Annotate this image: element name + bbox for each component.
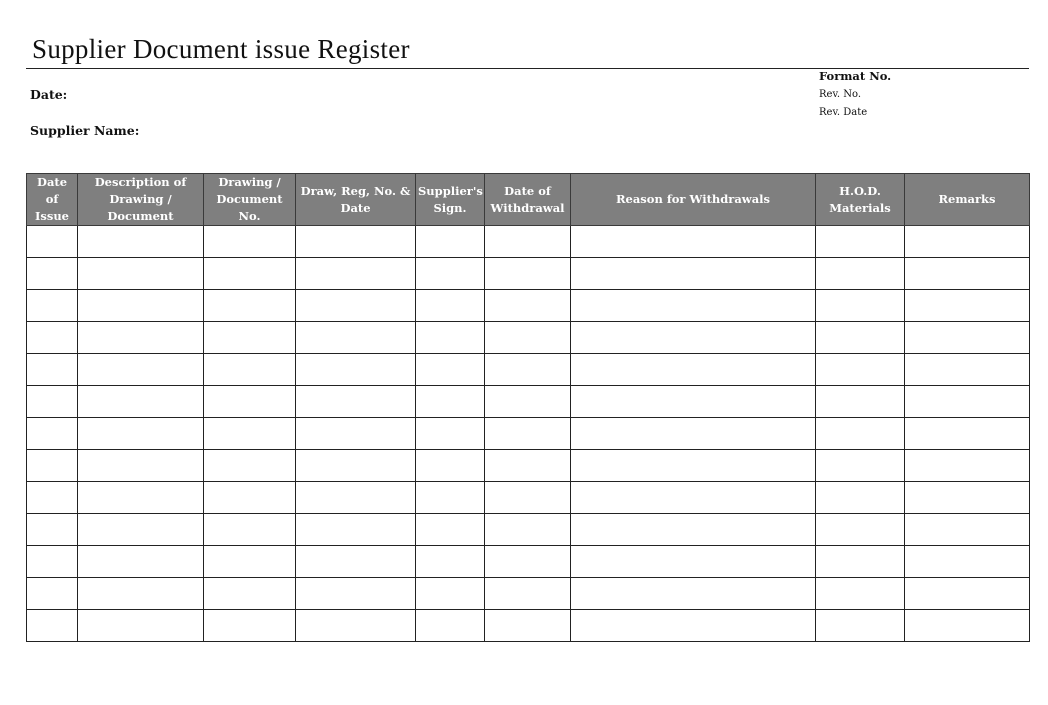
table-row (27, 354, 1030, 386)
header-date-of-issue: Date of Issue (27, 174, 78, 226)
table-cell[interactable] (485, 322, 571, 354)
table-cell[interactable] (416, 482, 485, 514)
table-cell[interactable] (905, 290, 1030, 322)
table-cell[interactable] (296, 258, 416, 290)
table-cell[interactable] (78, 482, 204, 514)
rev-no-label: Rev. No. (819, 89, 862, 100)
table-cell[interactable] (485, 514, 571, 546)
header-supplier-sign: Supplier's Sign. (416, 174, 485, 226)
table-row (27, 450, 1030, 482)
table-cell[interactable] (27, 578, 78, 610)
table-cell[interactable] (296, 578, 416, 610)
table-cell[interactable] (416, 290, 485, 322)
table-cell[interactable] (905, 354, 1030, 386)
table-cell[interactable] (905, 226, 1030, 258)
table-cell[interactable] (416, 226, 485, 258)
table-cell[interactable] (416, 514, 485, 546)
table-row (27, 578, 1030, 610)
table-cell[interactable] (204, 546, 296, 578)
table-cell[interactable] (816, 610, 905, 642)
table-cell[interactable] (905, 482, 1030, 514)
table-cell[interactable] (78, 290, 204, 322)
document-title: Supplier Document issue Register (32, 34, 410, 64)
table-cell[interactable] (485, 226, 571, 258)
table-cell[interactable] (816, 418, 905, 450)
table-cell[interactable] (204, 322, 296, 354)
table-cell[interactable] (571, 450, 816, 482)
table-cell[interactable] (816, 226, 905, 258)
table-cell[interactable] (571, 578, 816, 610)
header-date-of-withdrawal: Date of Withdrawal (485, 174, 571, 226)
table-cell[interactable] (816, 514, 905, 546)
table-cell[interactable] (416, 354, 485, 386)
table-cell[interactable] (27, 450, 78, 482)
table-cell[interactable] (296, 482, 416, 514)
table-cell[interactable] (416, 450, 485, 482)
table-cell[interactable] (816, 578, 905, 610)
table-cell[interactable] (485, 482, 571, 514)
header-drawing-document-no: Drawing / Document No. (204, 174, 296, 226)
table-cell[interactable] (204, 290, 296, 322)
table-cell[interactable] (571, 322, 816, 354)
table-cell[interactable] (816, 322, 905, 354)
table-cell[interactable] (296, 322, 416, 354)
table-cell[interactable] (905, 322, 1030, 354)
table-cell[interactable] (27, 322, 78, 354)
table-cell[interactable] (78, 258, 204, 290)
table-cell[interactable] (485, 258, 571, 290)
table-cell[interactable] (204, 418, 296, 450)
table-cell[interactable] (571, 418, 816, 450)
table-row (27, 386, 1030, 418)
table-cell[interactable] (27, 354, 78, 386)
table-cell[interactable] (571, 514, 816, 546)
table-cell[interactable] (571, 226, 816, 258)
table-cell[interactable] (416, 578, 485, 610)
table-cell[interactable] (204, 386, 296, 418)
table-cell[interactable] (27, 258, 78, 290)
table-cell[interactable] (204, 610, 296, 642)
table-cell[interactable] (571, 482, 816, 514)
table-cell[interactable] (485, 546, 571, 578)
table-cell[interactable] (816, 450, 905, 482)
table-cell[interactable] (78, 610, 204, 642)
table-cell[interactable] (204, 450, 296, 482)
table-cell[interactable] (204, 578, 296, 610)
table-row (27, 290, 1030, 322)
table-cell[interactable] (485, 450, 571, 482)
table-cell[interactable] (296, 610, 416, 642)
table-header-row (27, 174, 1030, 226)
table-cell[interactable] (905, 450, 1030, 482)
header-description: Description of Drawing / Document (78, 174, 204, 226)
table-row (27, 546, 1030, 578)
table-cell[interactable] (296, 514, 416, 546)
table-cell[interactable] (204, 514, 296, 546)
table-cell[interactable] (416, 610, 485, 642)
table-cell[interactable] (416, 418, 485, 450)
table-cell[interactable] (204, 258, 296, 290)
table-cell[interactable] (296, 546, 416, 578)
table-cell[interactable] (296, 418, 416, 450)
table-cell[interactable] (571, 258, 816, 290)
register-table (26, 173, 1030, 642)
table-cell[interactable] (27, 386, 78, 418)
table-cell[interactable] (27, 610, 78, 642)
table-cell[interactable] (78, 418, 204, 450)
table-row (27, 418, 1030, 450)
table-cell[interactable] (204, 354, 296, 386)
table-cell[interactable] (571, 610, 816, 642)
table-cell[interactable] (816, 354, 905, 386)
table-row (27, 226, 1030, 258)
table-cell[interactable] (485, 354, 571, 386)
table-cell[interactable] (296, 386, 416, 418)
header-remarks: Remarks (905, 174, 1030, 226)
format-no-label: Format No. (819, 69, 892, 83)
table-cell[interactable] (571, 546, 816, 578)
table-cell[interactable] (485, 290, 571, 322)
table-cell[interactable] (27, 482, 78, 514)
table-cell[interactable] (416, 258, 485, 290)
table-cell[interactable] (78, 514, 204, 546)
table-row (27, 482, 1030, 514)
table-cell[interactable] (78, 546, 204, 578)
table-cell[interactable] (27, 226, 78, 258)
table-body (27, 226, 1030, 642)
table-cell[interactable] (816, 386, 905, 418)
table-cell[interactable] (27, 418, 78, 450)
table-cell[interactable] (416, 386, 485, 418)
table-cell[interactable] (905, 258, 1030, 290)
table-cell[interactable] (905, 386, 1030, 418)
table-cell[interactable] (816, 482, 905, 514)
table-cell[interactable] (27, 546, 78, 578)
table-cell[interactable] (905, 418, 1030, 450)
table-cell[interactable] (296, 226, 416, 258)
table-cell[interactable] (485, 610, 571, 642)
table-cell[interactable] (78, 578, 204, 610)
table-cell[interactable] (27, 290, 78, 322)
table-cell[interactable] (485, 578, 571, 610)
table-cell[interactable] (27, 514, 78, 546)
table-row (27, 322, 1030, 354)
rev-date-label: Rev. Date (819, 107, 868, 118)
table-cell[interactable] (571, 290, 816, 322)
table-cell[interactable] (78, 386, 204, 418)
table-cell[interactable] (816, 258, 905, 290)
table-cell[interactable] (78, 322, 204, 354)
table-cell[interactable] (296, 450, 416, 482)
table-row (27, 258, 1030, 290)
table-cell[interactable] (571, 386, 816, 418)
table-cell[interactable] (485, 418, 571, 450)
header-hod-materials: H.O.D. Materials (816, 174, 905, 226)
table-cell[interactable] (296, 354, 416, 386)
table-cell[interactable] (78, 226, 204, 258)
table-cell[interactable] (204, 226, 296, 258)
table-cell[interactable] (416, 546, 485, 578)
table-cell[interactable] (416, 322, 485, 354)
table-cell[interactable] (204, 482, 296, 514)
table-cell[interactable] (905, 546, 1030, 578)
header-draw-reg-no-date: Draw, Reg, No. & Date (296, 174, 416, 226)
table-row (27, 610, 1030, 642)
table-row (27, 514, 1030, 546)
table-cell[interactable] (816, 546, 905, 578)
table-cell[interactable] (905, 610, 1030, 642)
table-cell[interactable] (905, 578, 1030, 610)
header-reason-for-withdrawals: Reason for Withdrawals (571, 174, 816, 226)
table-cell[interactable] (78, 354, 204, 386)
table-cell[interactable] (571, 354, 816, 386)
date-label: Date: (30, 87, 68, 102)
table-cell[interactable] (816, 290, 905, 322)
table-cell[interactable] (485, 386, 571, 418)
table-cell[interactable] (78, 450, 204, 482)
table-cell[interactable] (905, 514, 1030, 546)
table-cell[interactable] (296, 290, 416, 322)
supplier-name-label: Supplier Name: (30, 123, 140, 138)
